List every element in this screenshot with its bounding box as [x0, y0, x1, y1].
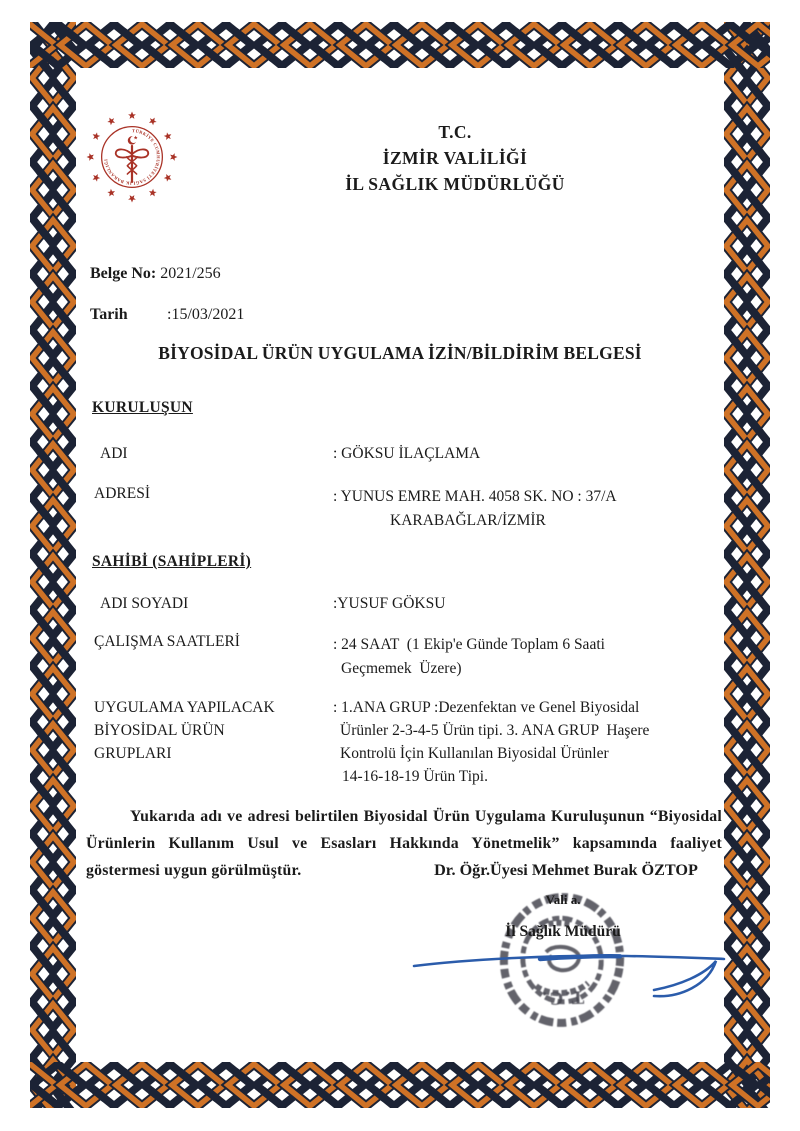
- gruplar-line3: Kontrolü İçin Kullanılan Biyosidal Ürünler: [340, 745, 609, 762]
- uygulama-label-line3: GRUPLARI: [94, 745, 172, 762]
- uygulama-label-line2: BİYOSİDAL ÜRÜN: [94, 722, 225, 739]
- tarih-label: Tarih: [90, 306, 128, 323]
- emblem-ring-text: TÜRKİYE CUMHURİYETİ SAĞLIK BAKANLIĞI: [103, 128, 161, 186]
- field-label-calisma-saatleri: ÇALIŞMA SAATLERİ: [94, 633, 240, 650]
- letterhead-mudurluk: İL SAĞLIK MÜDÜRLÜĞÜ: [345, 174, 565, 194]
- signature-ink: [402, 928, 742, 1013]
- field-label-adi: ADI: [100, 445, 128, 462]
- gruplar-line2: Ürünler 2-3-4-5 Ürün tipi. 3. ANA GRUP Haşere: [340, 722, 650, 739]
- field-value-adi: : GÖKSU İLAÇLAMA: [333, 445, 481, 462]
- gruplar-line4: 14-16-18-19 Ürün Tipi.: [342, 768, 488, 785]
- belge-no-value: 2021/256: [160, 265, 221, 282]
- calisma-line2: Geçmemek Üzere): [341, 660, 462, 677]
- uygulama-label-line1: UYGULAMA YAPILACAK: [94, 699, 275, 716]
- signer-name: Dr. Öğr.Üyesi Mehmet Burak ÖZTOP: [434, 861, 698, 879]
- approval-paragraph: Yukarıda adı ve adresi belirtilen Biyosidal Ürün Uygulama Kuruluşunun “Biyosidal Ürünlerin Kullanım Usul ve Esasları Hakkında Yönetmelik” kapsamında faaliyet göstermesi uygun görülmüştür.: [86, 808, 722, 879]
- tarih-value: :15/03/2021: [167, 306, 245, 323]
- signer-title-vali: Vali a.: [545, 892, 581, 907]
- signer-title-mudur: İl Sağlık Müdürü: [505, 923, 621, 940]
- letterhead-tc: T.C.: [438, 122, 472, 142]
- field-value-adi-soyadi: :YUSUF GÖKSU: [333, 595, 446, 612]
- document-title: BİYOSİDAL ÜRÜN UYGULAMA İZİN/BİLDİRİM BELGESİ: [158, 343, 642, 363]
- field-label-adi-soyadi: ADI SOYADI: [100, 595, 189, 612]
- section-heading-kurulusun: KURULUŞUN: [92, 399, 193, 416]
- adresi-line1: : YUNUS EMRE MAH. 4058 SK. NO : 37/A: [333, 488, 617, 505]
- letterhead-valilik: İZMİR VALİLİĞİ: [382, 148, 528, 168]
- belge-no-label: Belge No:: [90, 265, 157, 282]
- calisma-line1: : 24 SAAT (1 Ekip'e Günde Toplam 6 Saati: [333, 636, 605, 653]
- section-heading-sahibi: SAHİBİ (SAHİPLERİ): [92, 553, 252, 570]
- gruplar-line1: : 1.ANA GRUP :Dezenfektan ve Genel Biyosidal: [333, 699, 640, 716]
- field-label-adresi: ADRESİ: [94, 485, 150, 502]
- adresi-line2: KARABAĞLAR/İZMİR: [390, 512, 546, 529]
- stamp-tc-text: T.C.: [539, 986, 585, 1009]
